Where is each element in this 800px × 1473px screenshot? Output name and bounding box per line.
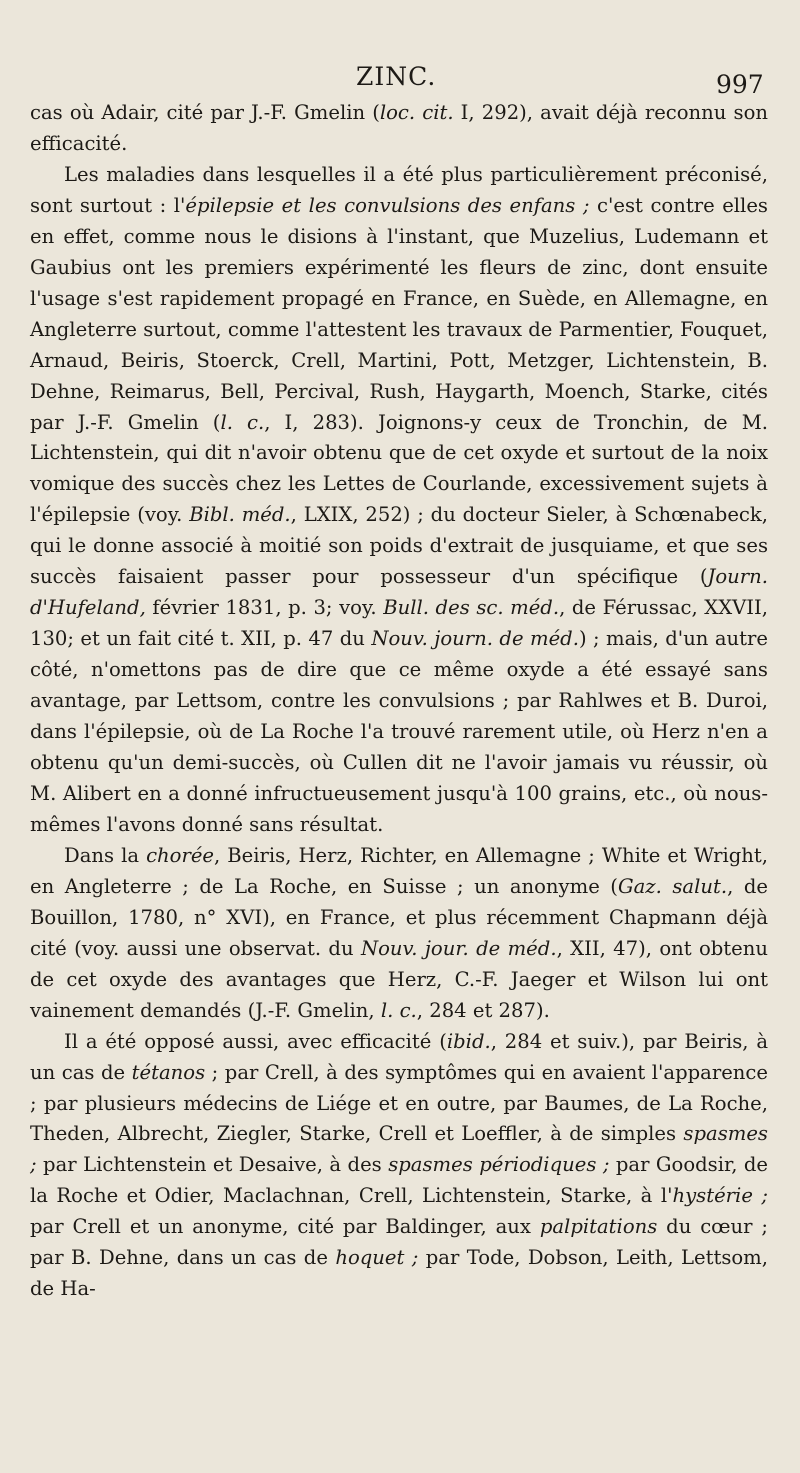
italic-run: hystérie ;	[672, 1184, 768, 1208]
text-run: février 1831, p. 3; voy.	[145, 596, 384, 620]
paragraph	[30, 98, 768, 160]
text-run: , XII, 47), ont obtenu de cet oxyde des avantages que Herz, C.-F. Jaeger et Wilson lui ont vainement demandés (J.-F. Gmelin,	[30, 936, 769, 1022]
italic-run: loc. cit.	[379, 101, 454, 124]
text-run: Les maladies dans lesquelles il a été plus particulièrement préconisé, sont surtout : l'	[30, 162, 768, 217]
italic-run: Nouv. jour. de méd.	[360, 936, 557, 960]
italic-run: palpitations	[539, 1215, 658, 1239]
paragraph	[30, 1027, 768, 1306]
italic-run: l. c.	[220, 410, 265, 434]
italic-run: Bibl. méd.	[189, 503, 291, 527]
text-run: , Beiris, Herz, Richter, en Allemagne ; White et Wright, en Angleterre ; de La Roche, en Suisse ; un anonyme (	[30, 843, 768, 898]
italic-run: Journ. d'Hufeland,	[30, 565, 768, 620]
text-run: cas où Adair, cité par J.-F. Gmelin (	[30, 101, 380, 124]
text-run: I, 292), avait déjà reconnu son efficacité.	[30, 101, 768, 155]
text-run: , de Férussac, XXVII, 130; et un fait cité t. XII, p. 47 du	[30, 596, 769, 651]
running-title: ZINC.	[356, 62, 437, 91]
text-run: Il a été opposé aussi, avec efficacité (	[64, 1029, 447, 1053]
italic-run: Bull. des sc. méd.	[383, 596, 560, 620]
italic-run: Nouv. journ. de méd.	[371, 627, 579, 651]
italic-run: ibid.	[446, 1029, 491, 1053]
italic-run: tétanos	[131, 1060, 206, 1084]
text-run: , I, 283). Joignons-y ceux de Tronchin, de M. Lichtenstein, qui dit n'avoir obtenu que de cet oxyde et surtout de la noix vomique des succès chez les Lettes de Courlande, excessivement sujets à l'épilepsie (voy.	[30, 410, 768, 527]
text-run: c'est contre elles en effet, comme nous le disions à l'instant, que Muzelius, Ludemann et Gaubius ont les premiers expérimenté les fleurs de zinc, dont ensuite l'usage s'est rapidement propagé en France, en Suède, en Allemagne, en Angleterre surtout, comme l'attestent les travaux de Parmentier, Fouquet, Arnaud, Beiris, Stoerck, Crell, Martini, Pott, Metzger, Lichtenstein, B. Dehne, Reimarus, Bell, Percival, Rush, Haygarth, Moench, Starke, cités par J.-F. Gmelin (	[30, 193, 768, 434]
text-run: par Tode, Dobson, Leith, Lettsom, de Ha-	[30, 1246, 768, 1301]
italic-run: l. c.	[380, 998, 417, 1022]
body-text	[30, 98, 768, 1305]
page-number: 997	[716, 70, 764, 99]
italic-run: hoquet ;	[335, 1246, 419, 1270]
italic-run: spasmes ;	[30, 1122, 768, 1177]
page-header	[0, 58, 800, 98]
text-run: Dans la	[64, 843, 147, 867]
text-run: par Goodsir, de la Roche et Odier, Maclachnan, Crell, Lichtenstein, Starke, à l'	[30, 1153, 769, 1208]
text-run: ) ; mais, d'un autre côté, n'omettons pas de dire que ce même oxyde a été essayé sans avantage, par Lettsom, contre les convulsions ; par Rahlwes et B. Duroi, dans l'épilepsie, où de La Roche l'a trouvé rarement utile, où Herz n'en a obtenu qu'un demi-succès, où Cullen dit ne l'avoir jamais vu réussir, où M. Alibert en a donné infructueusement jusqu'à 100 grains, etc., où nous-mêmes l'avons donné sans résultat.	[30, 627, 768, 836]
text-run: , LXIX, 252) ; du docteur Sieler, à Schœnabeck, qui le donne associé à moitié son poids d'extrait de jusquiame, et que ses succès faisaient passer pour possesseur d'un spécifique (	[30, 503, 768, 589]
paragraph	[30, 160, 768, 841]
text-run: par Lichtenstein et Desaive, à des	[36, 1153, 389, 1177]
text-run: ; par Crell, à des symptômes qui en avaient l'apparence ; par plusieurs médecins de Liége et en outre, par Baumes, de La Roche, Theden, Albrecht, Ziegler, Starke, Crell et Loeffler, à de simples	[30, 1060, 768, 1146]
italic-run: Gaz. salut.	[617, 874, 728, 898]
text-run: , 284 et suiv.), par Beiris, à un cas de	[30, 1029, 769, 1084]
italic-run: épilepsie et les convulsions des enfans ;	[185, 193, 590, 217]
italic-run: chorée	[146, 843, 215, 867]
text-run: , 284 et 287).	[416, 998, 550, 1022]
paragraph	[30, 841, 768, 1027]
text-run: , de Bouillon, 1780, n° XVI), en France, et plus récemment Chapmann déjà cité (voy. aussi une observat. du	[30, 874, 768, 960]
text-run: du cœur ; par B. Dehne, dans un cas de	[30, 1215, 769, 1270]
text-run: par Crell et un anonyme, cité par Baldinger, aux	[30, 1215, 540, 1239]
italic-run: spasmes périodiques ;	[388, 1153, 610, 1177]
